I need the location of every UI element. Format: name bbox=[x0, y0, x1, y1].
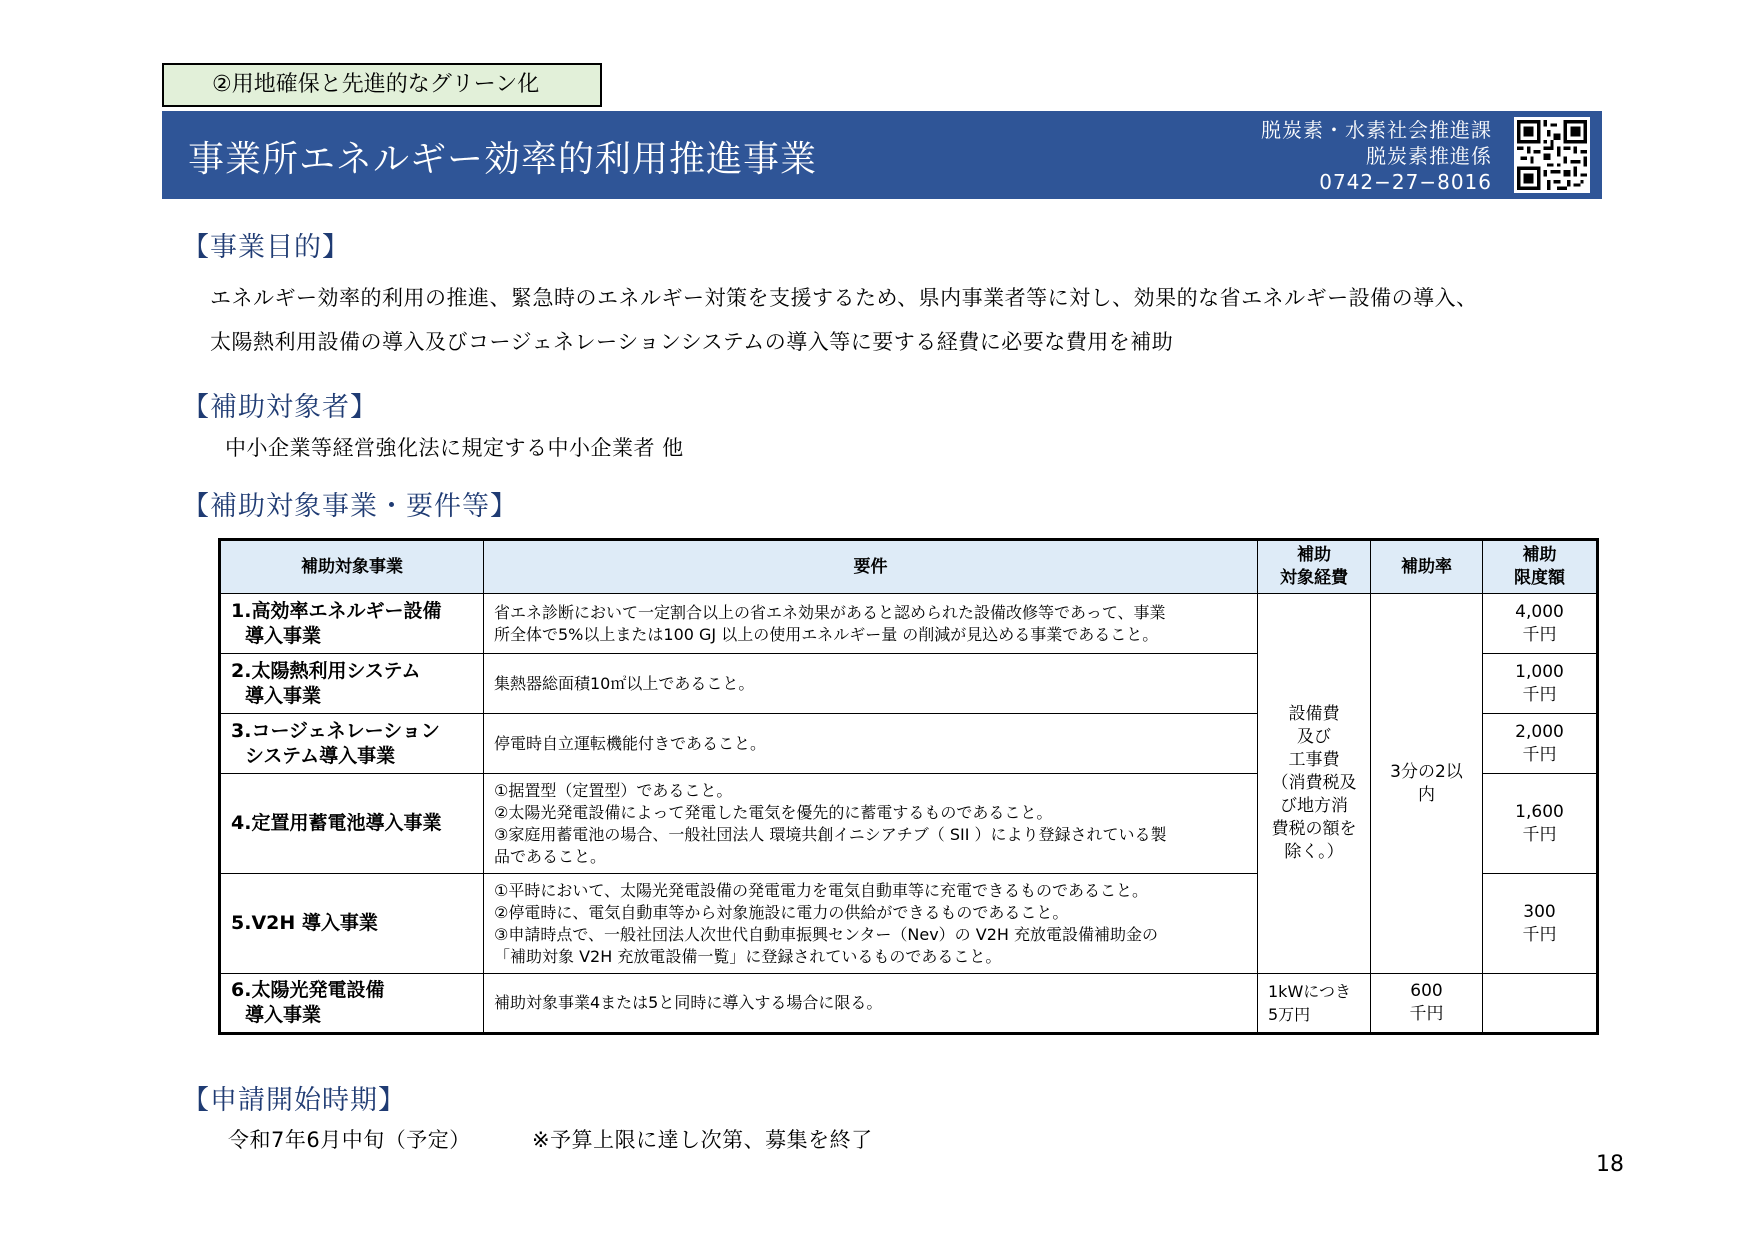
page-title: 事業所エネルギー効率的利用推進事業 bbox=[188, 139, 818, 180]
row-limit: 2,000 千円 bbox=[1483, 714, 1598, 774]
row-requirement: 集熱器総面積10㎡以上であること。 bbox=[484, 654, 1258, 714]
header-project: 補助対象事業 bbox=[220, 540, 484, 594]
table-row bbox=[220, 594, 1598, 654]
header-rate: 補助率 bbox=[1371, 540, 1483, 594]
shared-rate-cell: 3分の2以 内 bbox=[1371, 594, 1483, 974]
header-limit: 補助 限度額 bbox=[1483, 540, 1598, 594]
requirements-heading: 【補助対象事業・要件等】 bbox=[182, 491, 518, 522]
contact-dept: 脱炭素・水素社会推進課 bbox=[1261, 118, 1492, 142]
row-project: 2.太陽熱利用システム 導入事業 bbox=[220, 654, 484, 714]
row-limit: 300 千円 bbox=[1483, 874, 1598, 974]
row-requirement: 省エネ診断において一定割合以上の省エネ効果があると認められた設備改修等であって、事業 所全体で5%以上または100 GJ 以上の使用エネルギー量 の削減が見込める事業であること。 bbox=[484, 594, 1258, 654]
start-date: 令和7年6月中旬（予定） bbox=[228, 1128, 471, 1152]
purpose-heading: 【事業目的】 bbox=[182, 232, 350, 263]
row-rate: 1kWにつき 5万円 bbox=[1258, 974, 1371, 1034]
row-requirement: ①据置型（定置型）であること。 ②太陽光発電設備によって発電した電気を優先的に蓄電するものであること。 ③家庭用蓄電池の場合、一般社団法人 環境共創イニシアチブ（ SII ）により登録されている製 品であること。 bbox=[484, 774, 1258, 874]
row-project: 5.V2H 導入事業 bbox=[220, 874, 484, 974]
target-text: 中小企業等経営強化法に規定する中小企業者 他 bbox=[225, 436, 684, 460]
header-cost: 補助 対象経費 bbox=[1258, 540, 1371, 594]
section-tag: ②用地確保と先進的なグリーン化 bbox=[162, 63, 602, 107]
row-limit: 4,000 千円 bbox=[1483, 594, 1598, 654]
shared-cost-cell: 設備費 及び 工事費 （消費税及 び地方消 費税の額を 除く。） bbox=[1258, 594, 1371, 974]
row-limit: 1,000 千円 bbox=[1483, 654, 1598, 714]
table-row bbox=[220, 974, 1598, 1034]
contact-phone: 0742−27−8016 bbox=[1319, 170, 1492, 194]
title-banner bbox=[162, 111, 1602, 199]
row-requirement: 補助対象事業4または5と同時に導入する場合に限る。 bbox=[484, 974, 1258, 1034]
table-header-row bbox=[220, 540, 1598, 594]
target-heading: 【補助対象者】 bbox=[182, 392, 378, 423]
purpose-text-line1: エネルギー効率的利用の推進、緊急時のエネルギー対策を支援するため、県内事業者等に対し、効果的な省エネルギー設備の導入、 bbox=[210, 286, 1478, 310]
row-requirement: ①平時において、太陽光発電設備の発電電力を電気自動車等に充電できるものであること。 ②停電時に、電気自動車等から対象施設に電力の供給ができるものであること。 ③申請時点で、一般社団法人次世代自動車振興センター（Nev）の V2H 充放電設備補助金の 「補助対象 V2H 充放電設備一覧」に登録されているものであること。 bbox=[484, 874, 1258, 974]
row-limit: 600 千円 bbox=[1371, 974, 1483, 1034]
requirements-table bbox=[218, 538, 1599, 1035]
qr-code-icon bbox=[1514, 117, 1590, 193]
contact-unit: 脱炭素推進係 bbox=[1366, 144, 1492, 168]
row-requirement: 停電時自立運転機能付きであること。 bbox=[484, 714, 1258, 774]
row-project: 1.高効率エネルギー設備 導入事業 bbox=[220, 594, 484, 654]
contact-info bbox=[1261, 117, 1492, 195]
row-limit: 1,600 千円 bbox=[1483, 774, 1598, 874]
purpose-text-line2: 太陽熱利用設備の導入及びコージェネレーションシステムの導入等に要する経費に必要な費用を補助 bbox=[210, 330, 1174, 354]
header-requirement: 要件 bbox=[484, 540, 1258, 594]
row-project: 4.定置用蓄電池導入事業 bbox=[220, 774, 484, 874]
start-heading: 【申請開始時期】 bbox=[182, 1085, 406, 1116]
start-note: ※予算上限に達し次第、募集を終了 bbox=[532, 1128, 873, 1152]
row-project: 3.コージェネレーション システム導入事業 bbox=[220, 714, 484, 774]
row-project: 6.太陽光発電設備 導入事業 bbox=[220, 974, 484, 1034]
page-number: 18 bbox=[1596, 1152, 1624, 1177]
